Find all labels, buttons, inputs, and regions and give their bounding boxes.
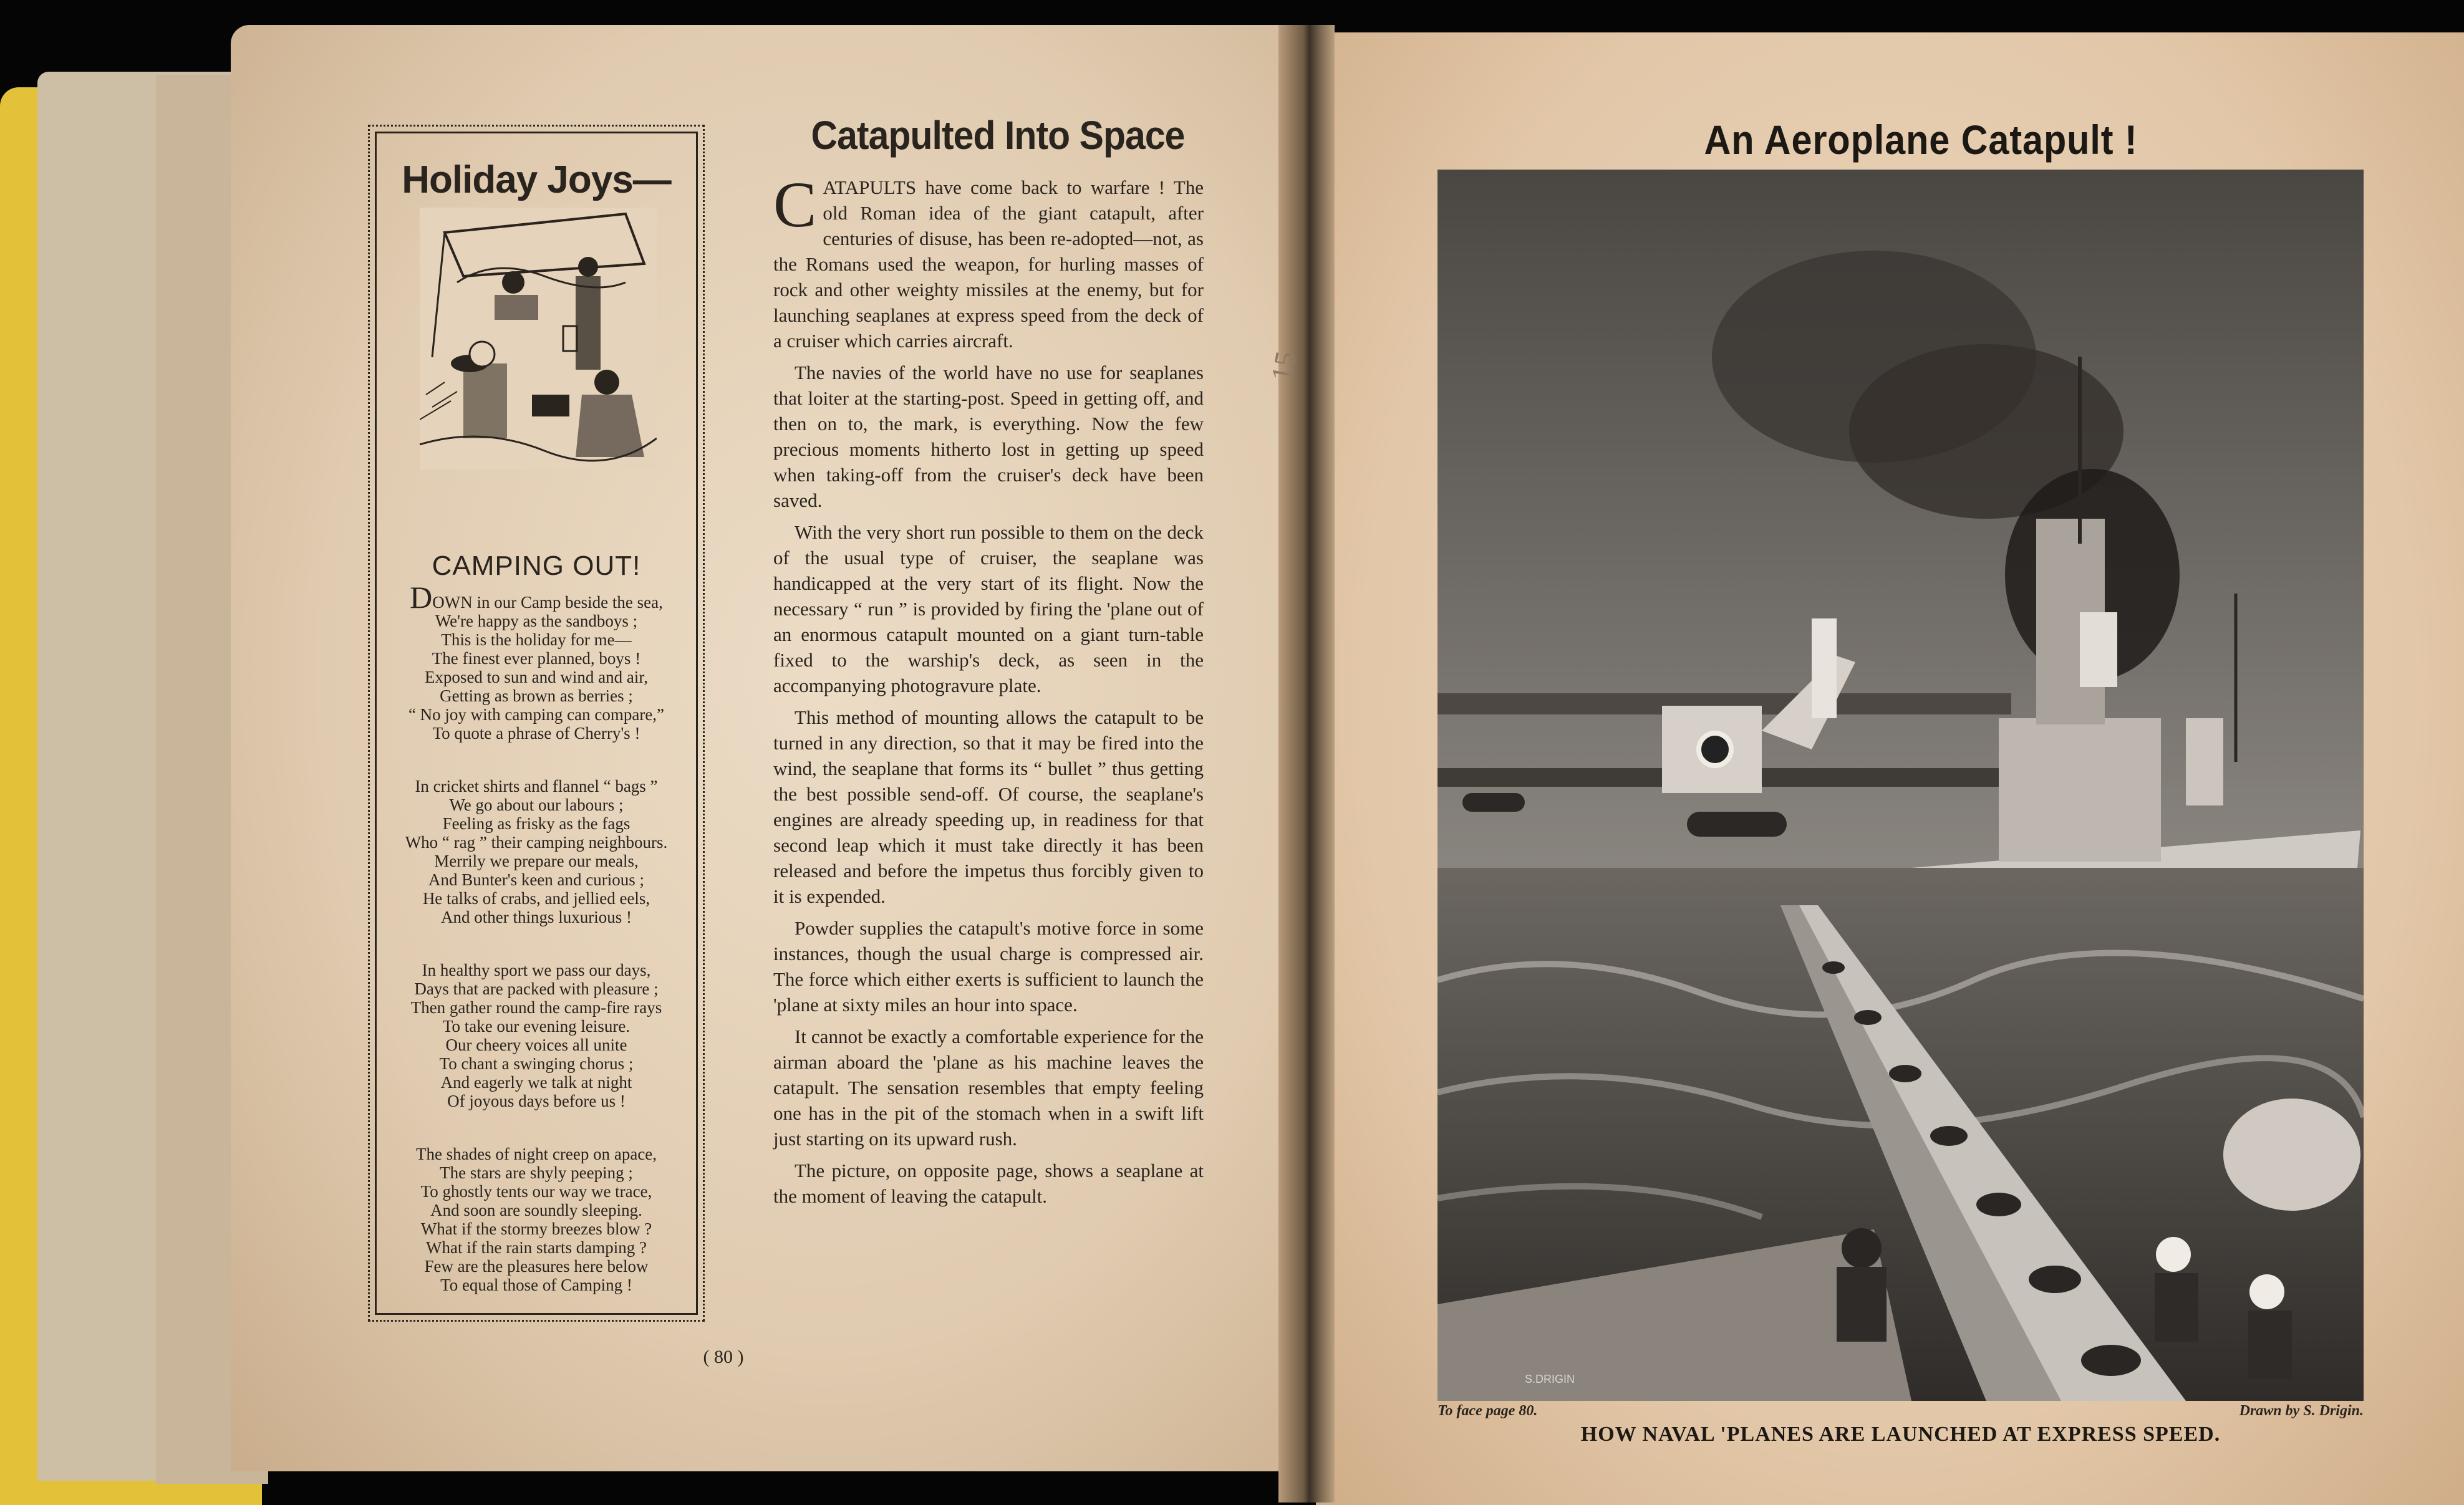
poem-line: This is the holiday for me— <box>441 630 632 649</box>
poem-line: The finest ever planned, boys ! <box>432 649 641 668</box>
caption-page-reference: To face page 80. <box>1437 1403 1538 1419</box>
poem-line: Getting as brown as berries ; <box>440 686 633 705</box>
poem-line: Feeling as frisky as the fags <box>442 814 630 833</box>
page-number: ( 80 ) <box>703 1347 744 1367</box>
poem-dropcap: D <box>410 580 433 615</box>
poem-line: Exposed to sun and wind and air, <box>424 668 649 686</box>
poem-line: “ No joy with camping can compare,” <box>408 705 665 724</box>
pencil-mark: 15 <box>1265 349 1303 384</box>
poem-line: Few are the pleasures here below <box>424 1257 649 1276</box>
poem-line: Merrily we prepare our meals, <box>434 852 639 870</box>
poem-heading: Holiday Joys— <box>402 158 671 201</box>
article-dropcap: C <box>773 169 817 241</box>
poem-stanza <box>389 1145 684 1294</box>
poem-line: To equal those of Camping ! <box>440 1276 632 1294</box>
article-body <box>773 169 1204 1215</box>
plate-drawing <box>1437 170 2364 1401</box>
article-paragraph: Powder supplies the catapult's motive force in some instances, though the usual charge is compressed air. The force which either exerts is sufficient to launch the 'plane at sixty miles an hour into space. <box>773 917 1204 1016</box>
poem-line: Who “ rag ” their camping neighbours. <box>405 833 668 852</box>
caption-artist-credit: Drawn by S. Drigin. <box>2239 1403 2364 1419</box>
poem-line: The stars are shyly peeping ; <box>440 1163 633 1182</box>
poem-line: DOWN in our Camp beside the sea, <box>410 580 663 615</box>
article-paragraph: The navies of the world have no use for seaplanes that loiter at the starting-post. Speed in getting off, and then on to, the mark, is everything. Now the few precious moments hitherto lost in getting up speed when taking-off from the cruiser's deck have been saved. <box>773 362 1204 511</box>
poem-line: And other things luxurious ! <box>441 908 632 926</box>
poem-stanza <box>389 961 684 1110</box>
article-paragraph: With the very short run possible to them on the deck of the usual type of cruiser, the seaplane was handicapped at the very start of its flight. Now the necessary “ run ” is provided by firing the 'plane out of an enormous catapult mounted on a giant turn-table fixed to the warship's deck, as seen in the accompanying photogravure plate. <box>773 521 1204 696</box>
article-title: Catapulted Into Space <box>811 113 1185 158</box>
poem-title: CAMPING OUT! <box>432 551 641 581</box>
poem-line: What if the stormy breezes blow ? <box>420 1219 652 1238</box>
plate-title: An Aeroplane Catapult ! <box>1704 117 2138 163</box>
article-paragraph: The picture, on opposite page, shows a seaplane at the moment of leaving the catapult. <box>773 1160 1204 1207</box>
poem-line: Our cheery voices all unite <box>445 1036 627 1054</box>
poem-stanza <box>389 580 684 743</box>
poem-line: To ghostly tents our way we trace, <box>420 1182 652 1201</box>
poem-line: We go about our labours ; <box>449 796 624 814</box>
catapult-plate-illustration <box>1437 170 2364 1401</box>
poem-line: And soon are soundly sleeping. <box>430 1201 642 1219</box>
poem-line: He talks of crabs, and jellied eels, <box>422 889 650 908</box>
poem-stanzas <box>389 580 684 1329</box>
poem-line: To take our evening leisure. <box>442 1017 630 1036</box>
poem-line: The shades of night creep on apace, <box>415 1145 657 1163</box>
plate-caption: HOW NAVAL 'PLANES ARE LAUNCHED AT EXPRESS SPEED. <box>1580 1423 2221 1446</box>
poem-line: Of joyous days before us ! <box>447 1092 626 1110</box>
poem-line: Days that are packed with pleasure ; <box>414 979 659 998</box>
plate-signature: S.DRIGIN <box>1525 1373 1575 1385</box>
poem-line: In healthy sport we pass our days, <box>422 961 651 979</box>
poem-line: And Bunter's keen and curious ; <box>428 870 645 889</box>
poem-line: And eagerly we talk at night <box>440 1073 632 1092</box>
book-gutter <box>1278 25 1335 1503</box>
article-paragraph: It cannot be exactly a comfortable experience for the airman aboard the 'plane as his machine leaves the catapult. The sensation resembles that empty feeling one has in the pit of the stomach when in a swift lift just starting on its upward rush. <box>773 1026 1204 1150</box>
poem-stanza <box>389 777 684 926</box>
poem-line: What if the rain starts damping ? <box>426 1238 647 1257</box>
poem-line: To chant a swinging chorus ; <box>439 1054 634 1073</box>
poem-line: In cricket shirts and flannel “ bags ” <box>415 777 658 796</box>
article-paragraph: This method of mounting allows the catapult to be turned in any direction, so that it may be fired into the wind, the seaplane that forms its “ bullet ” thus getting the best possible send-off. Of course, the seaplane's engines are already speeding up, in readiness for that second leap which it must take directly it has been released and before the impetus thus forcibly given to it is expended. <box>773 706 1204 907</box>
camping-illustration <box>420 208 657 469</box>
poem-box <box>368 125 705 1322</box>
poem-line: To quote a phrase of Cherry's ! <box>432 724 640 743</box>
poem-line: We're happy as the sandboys ; <box>435 612 638 630</box>
poem-line: Then gather round the camp-fire rays <box>410 998 662 1017</box>
article-paragraph: CATAPULTS have come back to warfare ! The old Roman idea of the giant catapult, after centuries of disuse, has been re-adopted—not, as the Romans used the weapon, for hurling masses of rock and other weighty missiles at the enemy, but for launching seaplanes at express speed from the deck of a cruiser which carries aircraft. <box>773 169 1204 352</box>
article-small-caps: ATAPULTS <box>823 176 917 198</box>
